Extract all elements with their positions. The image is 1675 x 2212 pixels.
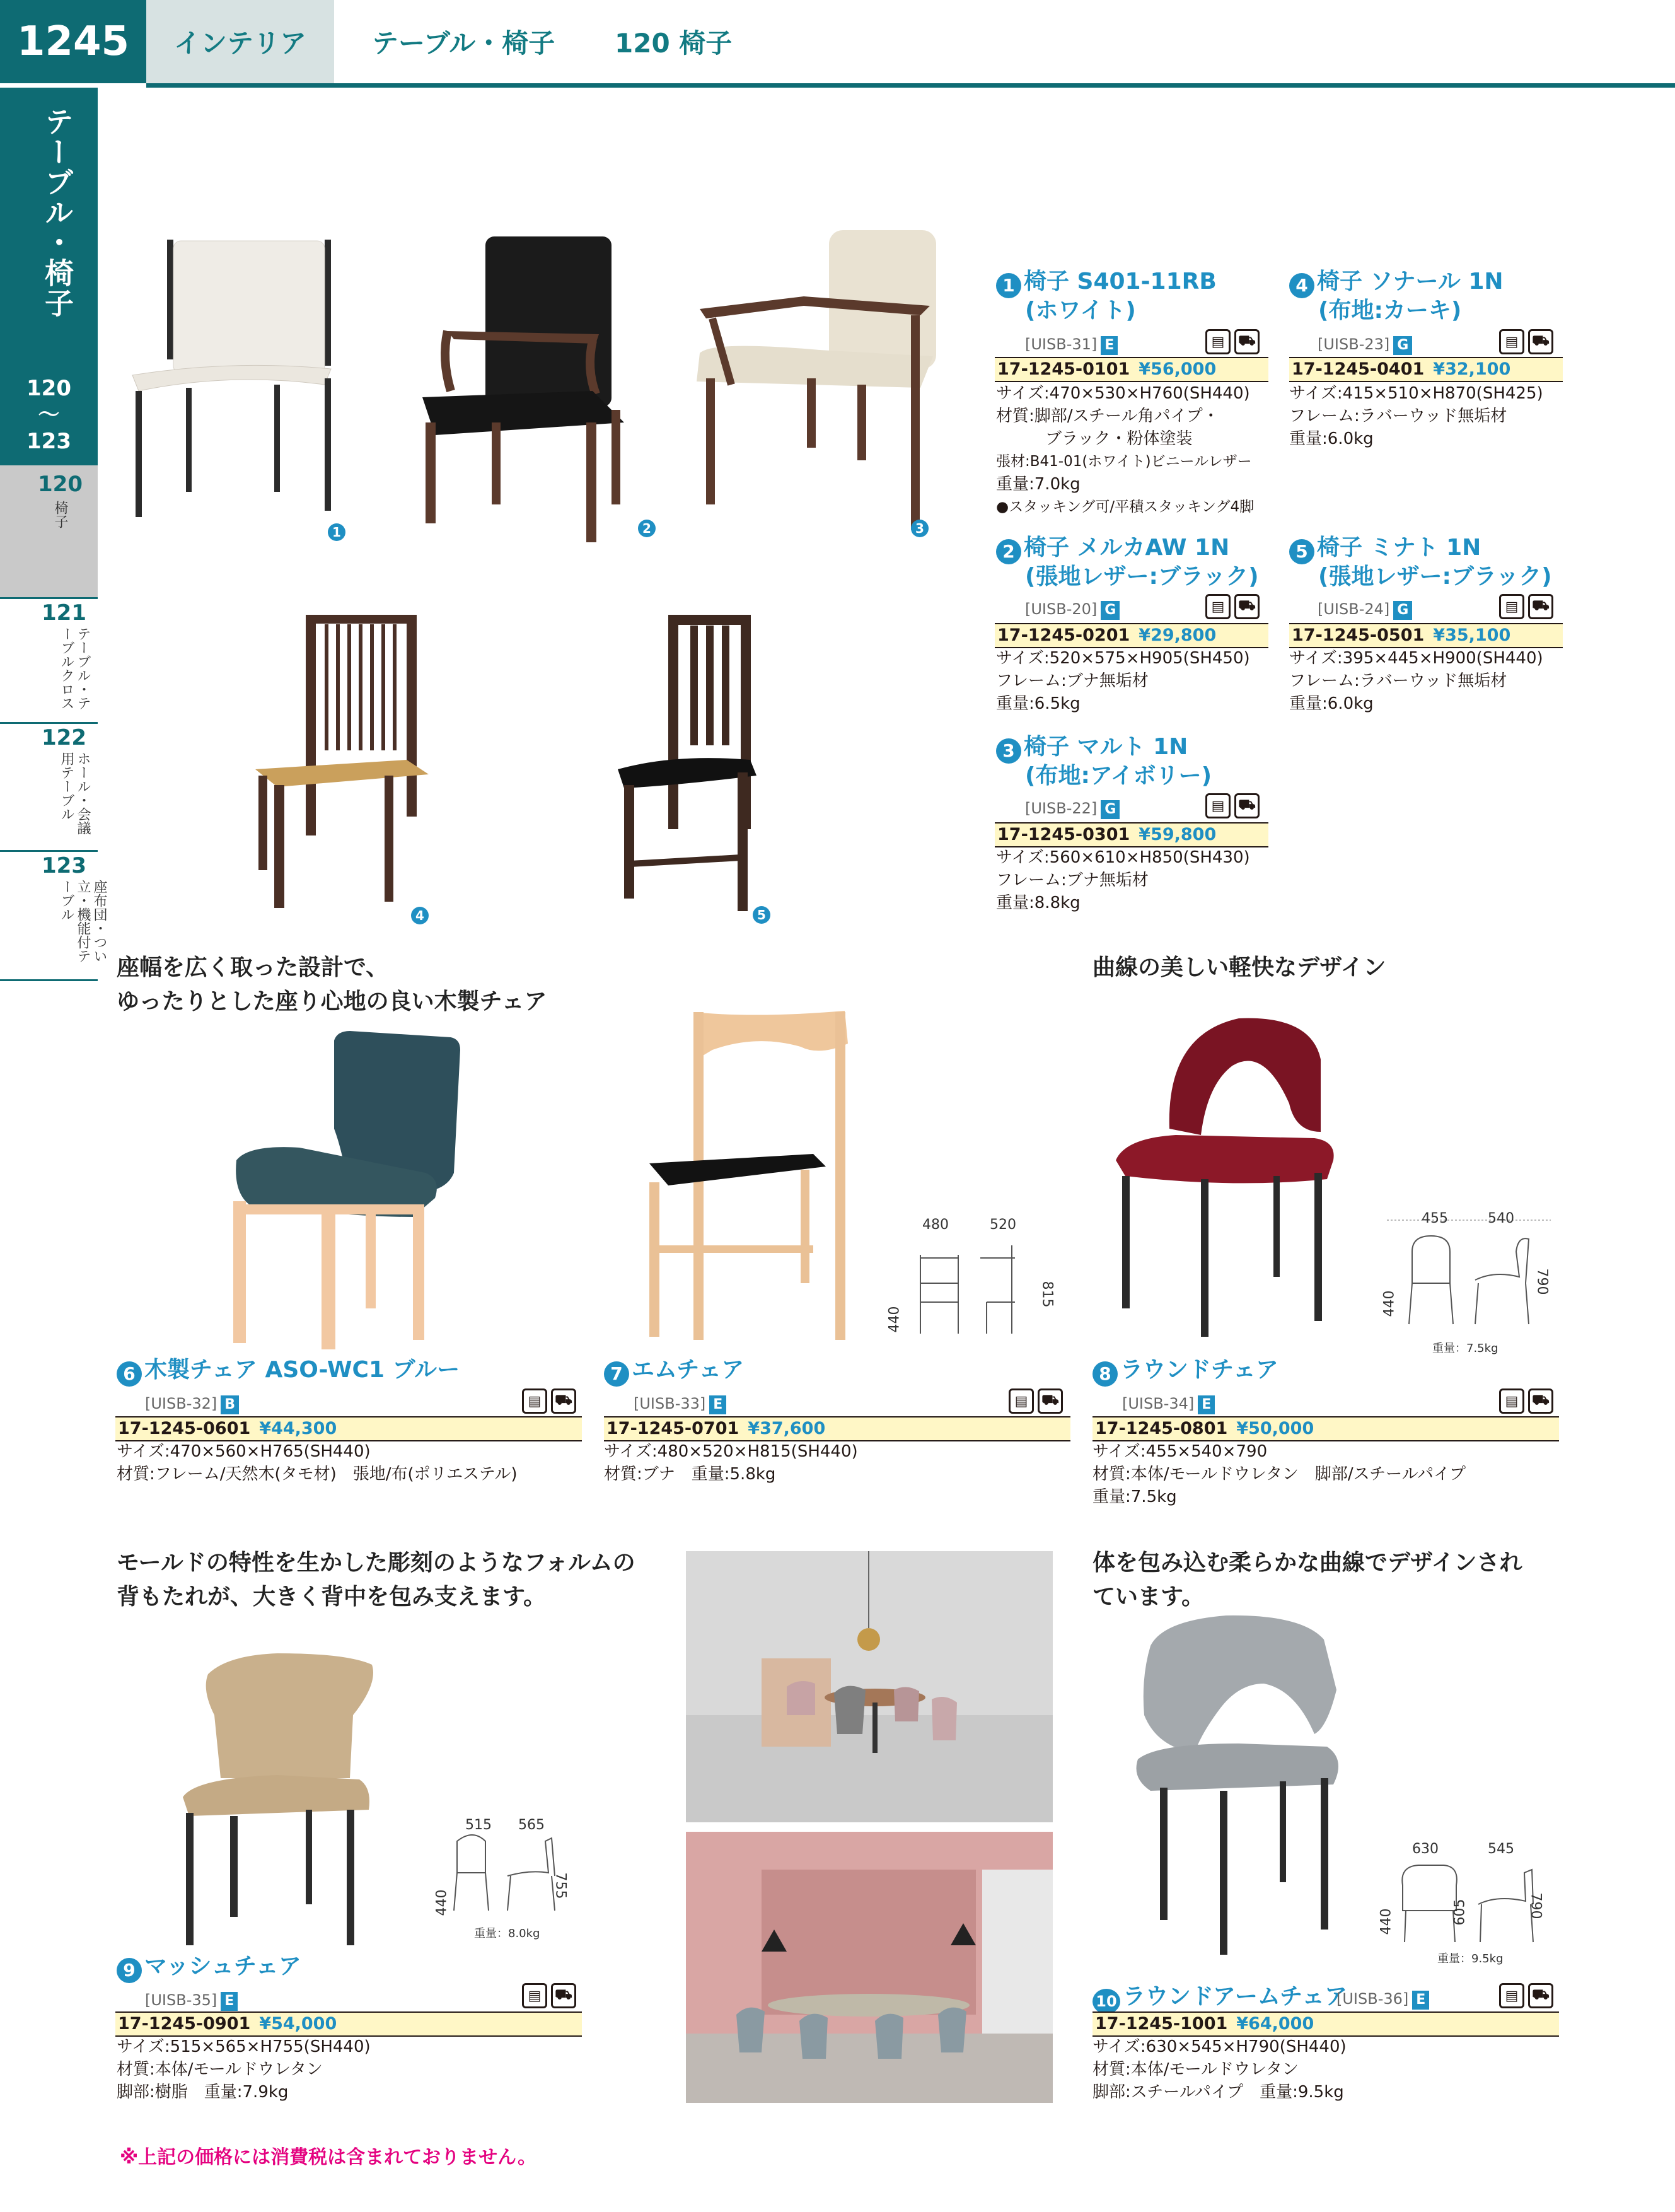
sidebar-title: テーブル・椅子 bbox=[40, 107, 74, 318]
dim-8-seat-height: 440 bbox=[1381, 1290, 1398, 1317]
product-5-title: 5 椅子 ミナト 1N bbox=[1289, 533, 1481, 564]
product-8-price-line: 17-1245-0801 ¥50,000 bbox=[1093, 1416, 1559, 1441]
product-3-specs: サイズ:560×610×H850(SH430) フレーム:ブナ無垢材 重量:8.8kg bbox=[996, 848, 1250, 912]
product-6-icons bbox=[522, 1388, 576, 1414]
photo-number-3: 3 bbox=[911, 520, 929, 537]
truck-icon: ⛟ bbox=[551, 1983, 576, 2008]
dim-7-width: 480 bbox=[922, 1217, 949, 1233]
sidebar-item-123[interactable]: 123 座布団・つい立・機能付テーブル bbox=[42, 853, 107, 963]
dim-10-seat-height: 440 bbox=[1378, 1908, 1394, 1935]
product-2-code: [UISB-20] G bbox=[1025, 600, 1120, 620]
catchphrase-6: 座幅を広く取った設計で、 ゆったりとした座り心地の良い木製チェア bbox=[117, 955, 547, 1015]
section-title: テーブル・椅子 bbox=[372, 28, 555, 59]
dim-9-weight: 重量：8.0kg bbox=[474, 1927, 540, 1940]
product-4-specs: サイズ:415×510×H870(SH425) フレーム:ラバーウッド無垢材 重量:6.0kg bbox=[1289, 384, 1543, 448]
product-8-specs: サイズ:455×540×790 材質:本体/モールドウレタン 脚部/スチールパイプ 重量:7.5kg bbox=[1093, 1442, 1466, 1506]
product-1-title: 1 椅子 S401-11RB bbox=[996, 267, 1217, 298]
product-1-icons bbox=[1205, 329, 1260, 354]
dimension-drawing-7 bbox=[886, 1220, 1062, 1346]
dimension-drawing-8 bbox=[1374, 1214, 1557, 1353]
product-2-icons bbox=[1205, 594, 1260, 619]
catalog-icon: ▤ bbox=[1499, 1388, 1524, 1414]
product-10-code: [UISB-36] E bbox=[1336, 1990, 1429, 2010]
truck-icon: ⛟ bbox=[1038, 1388, 1063, 1414]
sidebar-divider bbox=[0, 979, 98, 981]
dim-10-depth: 545 bbox=[1488, 1841, 1514, 1857]
truck-icon: ⛟ bbox=[1234, 329, 1260, 354]
catalog-icon: ▤ bbox=[1499, 329, 1524, 354]
photo-number-2: 2 bbox=[638, 520, 656, 537]
sidebar-item-120[interactable]: 120 椅子 bbox=[0, 465, 98, 597]
catalog-icon: ▤ bbox=[1205, 793, 1231, 818]
product-9-title: 9 マッシュチェア bbox=[117, 1952, 301, 1983]
product-6-price-line: 17-1245-0601 ¥44,300 bbox=[115, 1416, 582, 1441]
category-tab[interactable]: インテリア bbox=[146, 0, 334, 83]
dim-9-depth: 565 bbox=[518, 1817, 545, 1833]
product-7-price-line: 17-1245-0701 ¥37,600 bbox=[604, 1416, 1070, 1441]
catalog-icon: ▤ bbox=[1205, 329, 1231, 354]
catalog-icon: ▤ bbox=[522, 1388, 547, 1414]
truck-icon: ⛟ bbox=[1528, 1983, 1553, 2008]
chair-10-photo bbox=[1113, 1602, 1365, 1980]
dim-7-height: 815 bbox=[1039, 1281, 1055, 1308]
subsection-title: 120 椅子 bbox=[615, 28, 733, 59]
page-number: 1245 bbox=[0, 0, 146, 83]
product-10-price-line: 17-1245-1001 ¥64,000 bbox=[1093, 2011, 1559, 2037]
dim-9-width: 515 bbox=[465, 1817, 492, 1833]
product-1-specs: サイズ:470×530×H760(SH440) 材質:脚部/スチール角パイプ・ ブラック・粉体塗装 張材:B41-01(ホワイト)ビニールレザー 重量:7.0kg ●スタッキング可/平積スタッキング4脚 bbox=[996, 384, 1255, 515]
dim-10-width: 630 bbox=[1412, 1841, 1439, 1857]
product-5-price-line: 17-1245-0501 ¥35,100 bbox=[1289, 623, 1563, 648]
product-8-code: [UISB-34] E bbox=[1122, 1395, 1215, 1414]
product-5-specs: サイズ:395×445×H900(SH440) フレーム:ラバーウッド無垢材 重量:6.0kg bbox=[1289, 649, 1543, 713]
product-3-subtitle: (布地:アイボリー) bbox=[1025, 763, 1212, 789]
product-2-specs: サイズ:520×575×H905(SH450) フレーム:ブナ無垢材 重量:6.5kg bbox=[996, 649, 1250, 713]
dim-10-height: 790 bbox=[1527, 1892, 1544, 1919]
catalog-icon: ▤ bbox=[522, 1983, 547, 2008]
product-10-specs: サイズ:630×545×H790(SH440) 材質:本体/モールドウレタン 脚部:スチールパイプ 重量:9.5kg bbox=[1093, 2037, 1347, 2102]
product-2-price-line: 17-1245-0201 ¥29,800 bbox=[995, 623, 1268, 648]
product-3-icons bbox=[1205, 793, 1260, 818]
product-1-subtitle: (ホワイト) bbox=[1025, 298, 1136, 323]
product-2-subtitle: (張地レザー:ブラック) bbox=[1025, 564, 1259, 590]
truck-icon: ⛟ bbox=[1528, 1388, 1553, 1414]
product-3-title: 3 椅子 マルト 1N bbox=[996, 733, 1188, 764]
truck-icon: ⛟ bbox=[1234, 594, 1260, 619]
product-9-price-line: 17-1245-0901 ¥54,000 bbox=[115, 2011, 582, 2037]
product-10-title: 10 ラウンドアームチェア bbox=[1093, 1982, 1347, 2014]
sidebar-range: 120 〜 123 bbox=[26, 376, 71, 454]
truck-icon: ⛟ bbox=[1528, 594, 1553, 619]
product-4-title: 4 椅子 ソナール 1N bbox=[1289, 267, 1504, 298]
product-7-specs: サイズ:480×520×H815(SH440) 材質:ブナ 重量:5.8kg bbox=[604, 1442, 858, 1484]
chair-4-photo bbox=[252, 612, 435, 927]
catchphrase-9: モールドの特性を生かした彫刻のようなフォルムの 背もたれが、大きく背中を包み支えます。 bbox=[117, 1550, 635, 1610]
product-7-code: [UISB-33] E bbox=[634, 1395, 726, 1414]
product-9-specs: サイズ:515×565×H755(SH440) 材質:本体/モールドウレタン 脚部:樹脂 重量:7.9kg bbox=[117, 2037, 371, 2102]
sidebar-item-122[interactable]: 122 ホール・会議用テーブル bbox=[42, 725, 91, 835]
truck-icon: ⛟ bbox=[1528, 329, 1553, 354]
interior-photo-2 bbox=[686, 1832, 1053, 2103]
catchphrase-8: 曲線の美しい軽快なデザイン bbox=[1093, 955, 1386, 981]
tax-footnote: ※上記の価格には消費税は含まれておりません。 bbox=[120, 2146, 536, 2168]
chair-5-photo bbox=[611, 612, 769, 927]
product-6-title: 6 木製チェア ASO-WC1 ブルー bbox=[117, 1356, 460, 1387]
product-1-price-line: 17-1245-0101 ¥56,000 bbox=[995, 357, 1268, 382]
product-4-code: [UISB-23] G bbox=[1318, 335, 1412, 355]
photo-number-5: 5 bbox=[753, 906, 770, 924]
dim-7-seat-height: 440 bbox=[886, 1306, 903, 1333]
product-8-icons bbox=[1499, 1388, 1553, 1414]
catalog-icon: ▤ bbox=[1499, 1983, 1524, 2008]
chair-7-photo bbox=[630, 1006, 857, 1359]
photo-number-1: 1 bbox=[328, 523, 345, 541]
product-1-code: [UISB-31] E bbox=[1025, 335, 1118, 355]
photo-number-4: 4 bbox=[411, 907, 429, 924]
product-4-subtitle: (布地:カーキ) bbox=[1318, 298, 1462, 323]
product-4-icons bbox=[1499, 329, 1553, 354]
chair-2-photo bbox=[403, 233, 656, 549]
truck-icon: ⛟ bbox=[1234, 793, 1260, 818]
truck-icon: ⛟ bbox=[551, 1388, 576, 1414]
chair-8-photo bbox=[1106, 1009, 1340, 1349]
product-2-title: 2 椅子 メルカAW 1N bbox=[996, 533, 1229, 564]
header-rule bbox=[146, 83, 1675, 88]
product-3-code: [UISB-22] G bbox=[1025, 800, 1120, 819]
catalog-icon: ▤ bbox=[1205, 594, 1231, 619]
product-7-title: 7 エムチェア bbox=[604, 1356, 744, 1387]
chair-1-photo bbox=[123, 233, 344, 549]
dim-10-weight: 重量：9.5kg bbox=[1437, 1952, 1504, 1965]
product-5-icons bbox=[1499, 594, 1553, 619]
chair-3-photo bbox=[693, 227, 946, 542]
product-5-code: [UISB-24] G bbox=[1318, 600, 1412, 620]
dim-8-height: 790 bbox=[1534, 1268, 1550, 1295]
catchphrase-10: 体を包み込む柔らかな曲線でデザインされ ています。 bbox=[1093, 1550, 1522, 1610]
dim-9-seat-height: 440 bbox=[434, 1889, 450, 1916]
product-9-code: [UISB-35] E bbox=[145, 1991, 238, 2011]
chair-9-photo bbox=[170, 1646, 385, 1955]
dim-8-weight: 重量：7.5kg bbox=[1432, 1342, 1498, 1355]
catalog-icon: ▤ bbox=[1009, 1388, 1034, 1414]
product-4-price-line: 17-1245-0401 ¥32,100 bbox=[1289, 357, 1563, 382]
product-5-subtitle: (張地レザー:ブラック) bbox=[1318, 564, 1552, 590]
product-10-icons bbox=[1499, 1983, 1553, 2008]
catalog-icon: ▤ bbox=[1499, 594, 1524, 619]
interior-photo-1 bbox=[686, 1551, 1053, 1822]
product-8-title: 8 ラウンドチェア bbox=[1093, 1356, 1278, 1387]
product-3-price-line: 17-1245-0301 ¥59,800 bbox=[995, 822, 1268, 847]
product-6-code: [UISB-32] B bbox=[145, 1395, 239, 1414]
dim-8-width: 455 bbox=[1422, 1211, 1448, 1226]
dim-7-depth: 520 bbox=[990, 1217, 1016, 1233]
dim-9-height: 755 bbox=[552, 1872, 569, 1899]
sidebar-item-121[interactable]: 121 テーブル・テーブルクロス bbox=[42, 600, 91, 710]
dim-8-depth: 540 bbox=[1488, 1211, 1514, 1226]
chair-6-photo bbox=[224, 1028, 476, 1356]
product-7-icons bbox=[1009, 1388, 1063, 1414]
dim-10-arm-height: 605 bbox=[1452, 1899, 1468, 1926]
product-9-icons bbox=[522, 1983, 576, 2008]
product-6-specs: サイズ:470×560×H765(SH440) 材質:フレーム/天然木(タモ材) 張地/布(ポリエステル) bbox=[117, 1442, 518, 1484]
